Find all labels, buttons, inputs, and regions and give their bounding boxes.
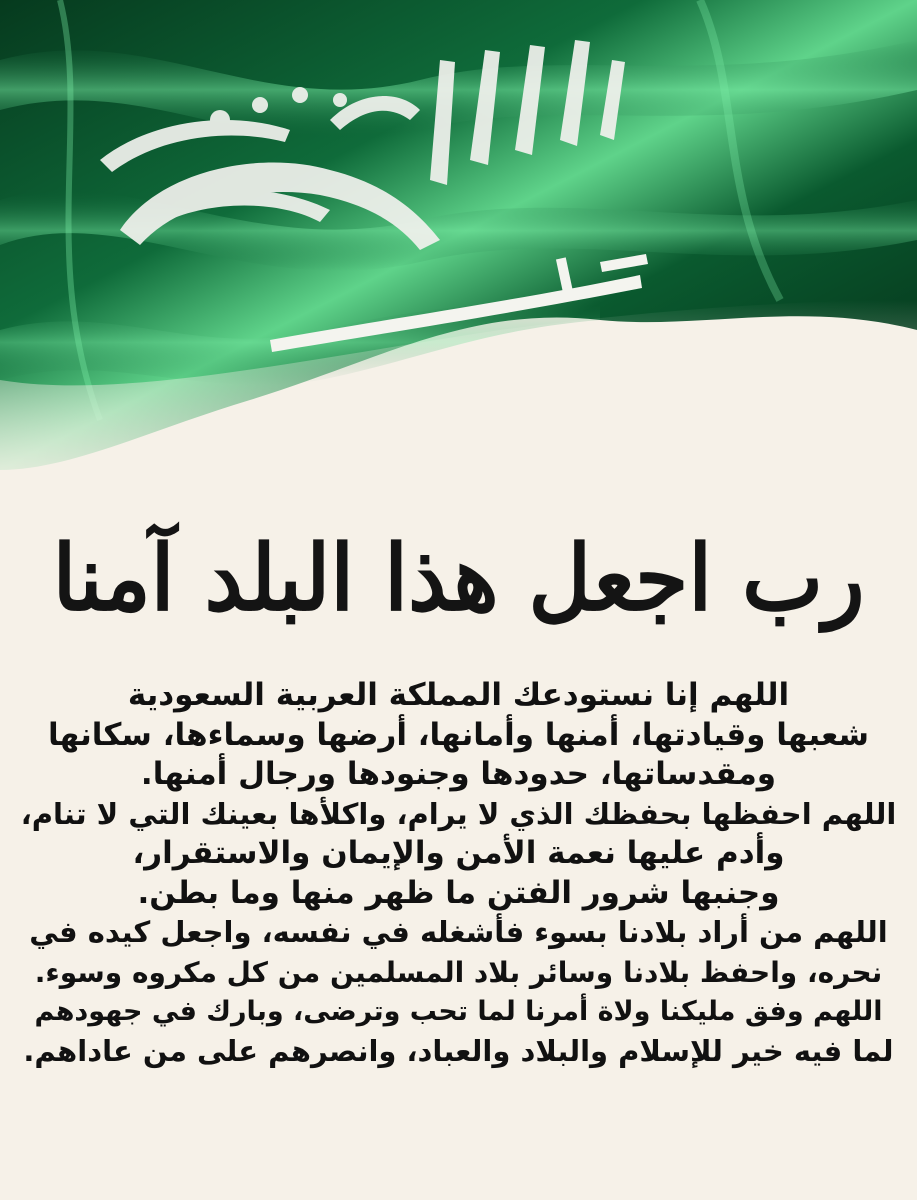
prayer-line: اللهم وفق مليكنا ولاة أمرنا لما تحب وترضى، وبارك في جهودهم — [34, 996, 883, 1027]
prayer-line: نحره، واحفظ بلادنا وسائر بلاد المسلمين من كل مكروه وسوء. — [34, 955, 883, 989]
prayer-line: اللهم احفظها بحفظك الذي لا يرام، واكلأها بعينك التي لا تنام، — [20, 796, 897, 831]
prayer-line: اللهم إنا نستودعك المملكة العربية السعودية — [127, 677, 790, 713]
prayer-line: لما فيه خير للإسلام والبلاد والعباد، وانصرهم على من عاداهم. — [23, 1033, 894, 1068]
prayer-line: اللهم من أراد بلادنا بسوء فأشغله في نفسه، واجعل كيده في — [29, 915, 888, 949]
prayer-text — [20, 676, 897, 1071]
flag-graphic — [0, 0, 917, 500]
flag-image — [0, 0, 917, 500]
prayer-line: ومقدساتها، حدودها وجنودها ورجال أمنها. — [140, 756, 777, 792]
prayer-line: وجنبها شرور الفتن ما ظهر منها وما بطن. — [137, 874, 780, 911]
calligraphy-text: رب اجعل هذا البلد آمنا — [52, 524, 865, 632]
calligraphy-title — [40, 478, 877, 678]
prayer-line: وأدم عليها نعمة الأمن والإيمان والاستقرار، — [132, 835, 785, 871]
prayer-line: شعبها وقيادتها، أمنها وأمانها، أرضها وسماءها، سكانها — [48, 716, 869, 753]
